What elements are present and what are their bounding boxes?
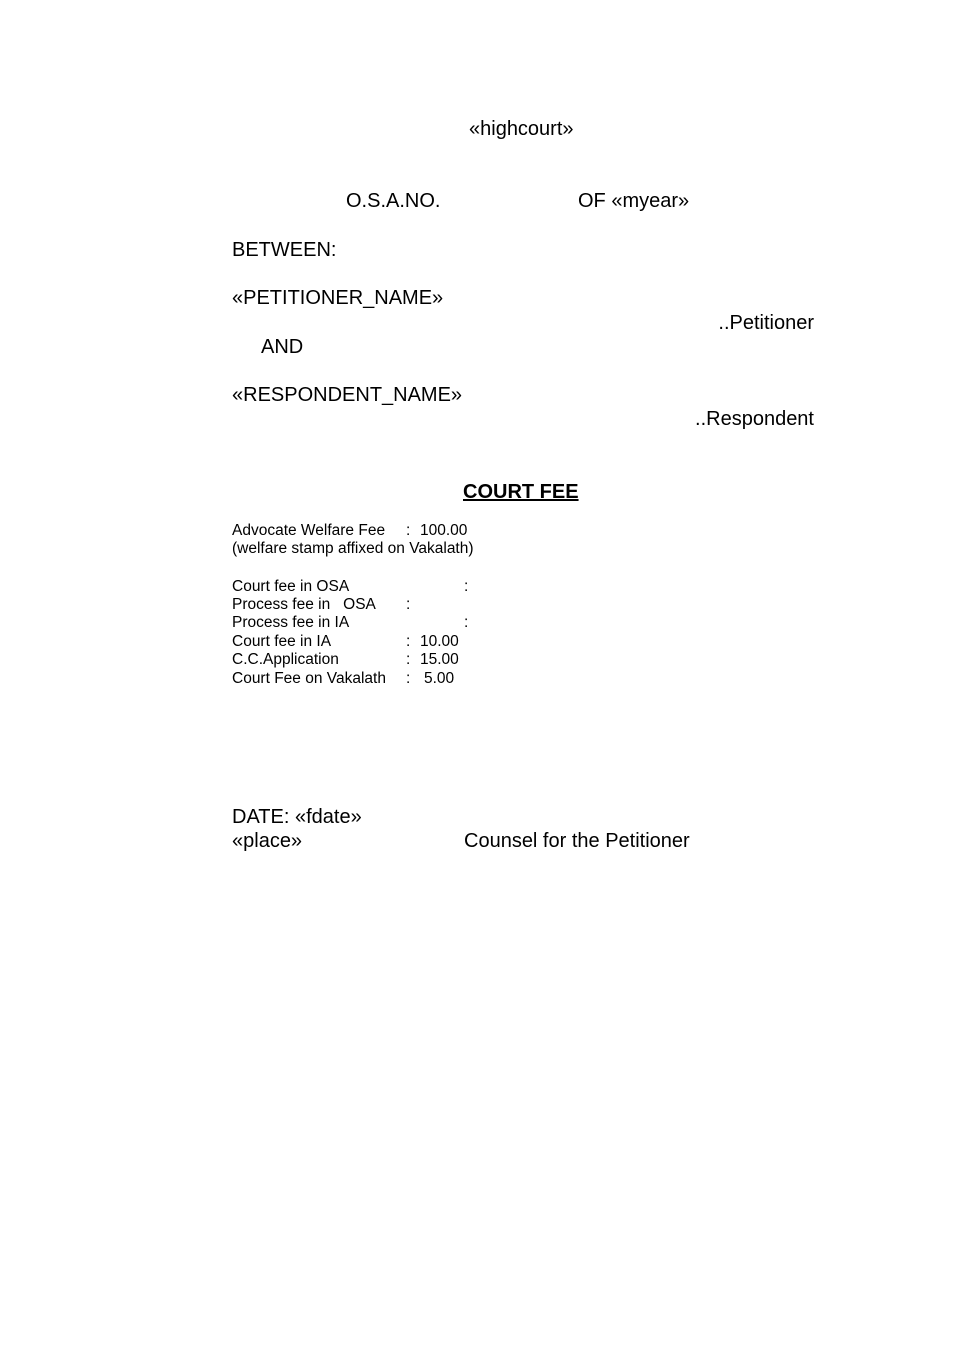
and-label: AND	[261, 336, 304, 358]
court-name: «highcourt»	[469, 118, 574, 140]
fee-item-label: Court Fee on Vakalath	[232, 670, 386, 687]
fee-item-label: C.C.Application	[232, 651, 339, 668]
welfare-fee-separator: :	[406, 522, 411, 539]
fee-item-separator: :	[464, 614, 469, 631]
case-year: OF «myear»	[578, 190, 690, 212]
counsel-signature: Counsel for the Petitioner	[464, 830, 690, 852]
welfare-fee-note: (welfare stamp affixed on Vakalath)	[232, 540, 474, 557]
fee-item-separator: :	[406, 596, 411, 613]
respondent-name: «RESPONDENT_NAME»	[232, 384, 463, 406]
welfare-fee-value: 100.00	[420, 522, 468, 539]
fee-item-label: Court fee in IA	[232, 633, 332, 650]
fee-item-separator: :	[406, 670, 411, 687]
fee-item-label: Process fee in OSA	[232, 596, 376, 613]
fee-item-value: 5.00	[424, 670, 455, 687]
case-number-label: O.S.A.NO.	[346, 190, 441, 212]
welfare-fee-label: Advocate Welfare Fee	[232, 522, 386, 539]
fee-item-value: 10.00	[420, 633, 459, 650]
fee-item-label: Process fee in IA	[232, 614, 350, 631]
between-label: BETWEEN:	[232, 239, 337, 261]
petitioner-name: «PETITIONER_NAME»	[232, 287, 444, 309]
fee-item-value: 15.00	[420, 651, 459, 668]
fee-item-label: Court fee in OSA	[232, 578, 350, 595]
fee-item-separator: :	[464, 578, 469, 595]
place: «place»	[232, 830, 303, 852]
court-fee-title: COURT FEE	[463, 481, 579, 503]
petitioner-role: ..Petitioner	[718, 312, 814, 334]
respondent-role: ..Respondent	[695, 408, 814, 430]
date-line: DATE: «fdate»	[232, 806, 362, 828]
fee-item-separator: :	[406, 633, 411, 650]
fee-item-separator: :	[406, 651, 411, 668]
